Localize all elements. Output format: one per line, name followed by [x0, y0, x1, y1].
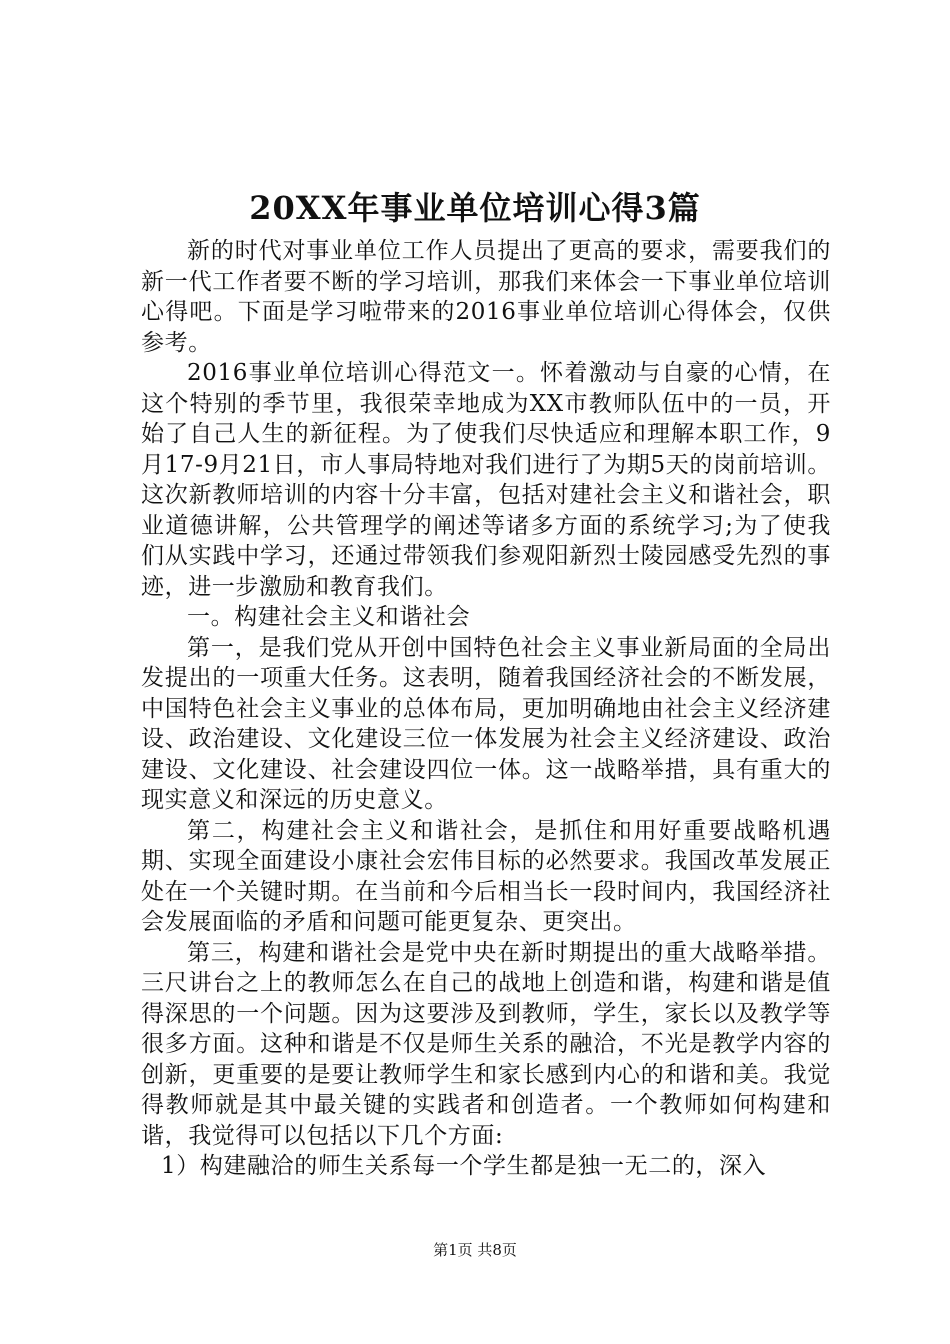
paragraph-intro: 新的时代对事业单位工作人员提出了更高的要求，需要我们的新一代工作者要不断的学习培训，那我们来体会一下事业单位培训心得吧。下面是学习啦带来的2016事业单位培训心得体会，仅供参考。	[141, 238, 831, 356]
document-body	[141, 236, 831, 1182]
paragraph-sample-one: 2016事业单位培训心得范文一。怀着激动与自豪的心情，在这个特别的季节里，我很荣幸地成为XX市教师队伍中的一员，开始了自己人生的新征程。为了使我们尽快适应和理解本职工作，9月17-9月21日，市人事局特地对我们进行了为期5天的岗前培训。这次新教师培训的内容十分丰富，包括对建社会主义和谐社会，职业道德讲解，公共管理学的阐述等诸多方面的系统学习;为了使我们从实践中学习，还通过带领我们参观阳新烈士陵园感受先烈的事迹，进一步激励和教育我们。	[141, 360, 831, 600]
paragraph-third-point: 第三，构建和谐社会是党中央在新时期提出的重大战略举措。三尺讲台之上的教师怎么在自己的战地上创造和谐，构建和谐是值得深思的一个问题。因为这要涉及到教师，学生，家长以及教学等很多方面。这种和谐是不仅是师生关系的融洽，不光是教学内容的创新，更重要的是要让教师学生和家长感到内心的和谐和美。我觉得教师就是其中最关键的实践者和创造者。一个教师如何构建和谐，我觉得可以包括以下几个方面:	[141, 939, 831, 1149]
page-footer: 第1页 共8页	[433, 1241, 517, 1259]
paragraph-list-item-1: 1）构建融洽的师生关系每一个学生都是独一无二的，深入	[161, 1153, 767, 1179]
section-heading: 一。构建社会主义和谐社会	[187, 604, 471, 630]
document-title: 20XX年事业单位培训心得3篇	[249, 189, 701, 227]
paragraph-second-point: 第二，构建社会主义和谐社会，是抓住和用好重要战略机遇期、实现全面建设小康社会宏伟目标的必然要求。我国改革发展正处在一个关键时期。在当前和今后相当长一段时间内，我国经济社会发展面临的矛盾和问题可能更复杂、更突出。	[141, 817, 831, 935]
paragraph-first-point: 第一，是我们党从开创中国特色社会主义事业新局面的全局出发提出的一项重大任务。这表明，随着我国经济社会的不断发展，中国特色社会主义事业的总体布局，更加明确地由社会主义经济建设、政治建设、文化建设三位一体发展为社会主义经济建设、政治建设、文化建设、社会建设四位一体。这一战略举措，具有重大的现实意义和深远的历史意义。	[141, 634, 831, 813]
